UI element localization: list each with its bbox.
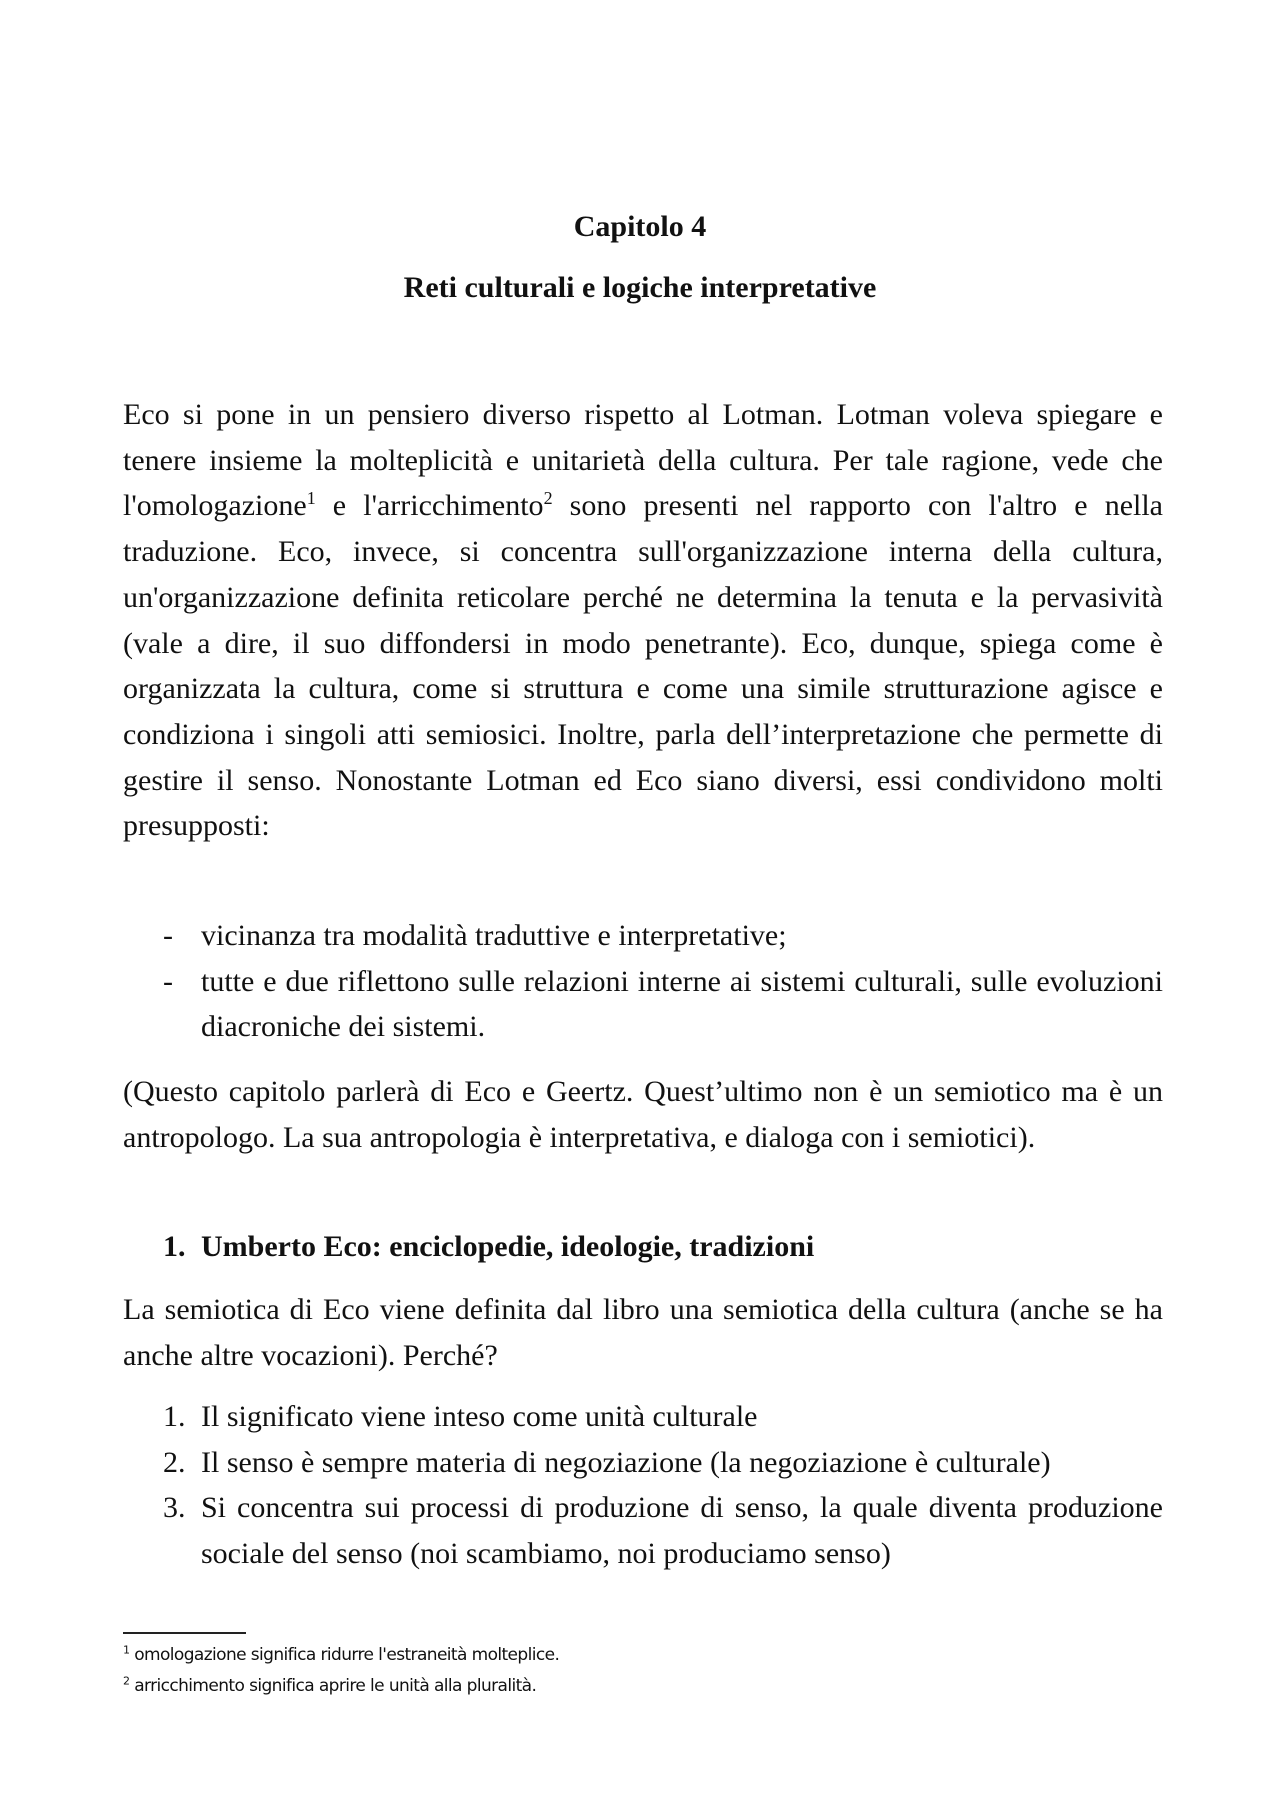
- numbered-list: [123, 1394, 1163, 1577]
- footnote-text: arricchimento significa aprire le unità alla pluralità.: [129, 1676, 537, 1696]
- list-item-text: Il senso è sempre materia di negoziazione (la negoziazione è culturale): [201, 1445, 1051, 1479]
- footnote-number: 1: [123, 1643, 130, 1657]
- footnote-ref-1[interactable]: 1: [306, 488, 316, 509]
- item-number: 2.: [163, 1445, 186, 1479]
- dash-bullet: -: [163, 919, 173, 952]
- list-item-text: vicinanza tra modalità traduttive e interpretative;: [201, 919, 787, 952]
- list-item: [123, 959, 1163, 1050]
- item-number: 1.: [163, 1400, 186, 1433]
- chapter-label: Capitolo 4: [573, 210, 707, 243]
- section-paragraph: La semiotica di Eco viene definita dal libro una semiotica della cultura (anche se ha anche altre vocazioni). Perché?: [123, 1293, 1163, 1372]
- list-item: [123, 1440, 1163, 1486]
- section-heading: [123, 1224, 1163, 1270]
- section-title: Umberto Eco: enciclopedie, ideologie, tradizioni: [201, 1230, 815, 1263]
- intro-text-3: sono presenti nel rapporto con l'altro e nella traduzione. Eco, invece, si concentra sull'organizzazione interna della cultura, un'organizzazione definita reticolare perché ne determina la tenuta e la pervasività (vale a dire, il suo diffondersi in modo penetrante). Eco, dunque, spiega come è organizzata la cultura, come si struttura e come una simile strutturazione agisce e condiziona i singoli atti semiosici. Inoltre, parla dell’interpretazione che permette di gestire il senso. Nonostante Lotman ed Eco siano diversi, essi condividono molti presupposti:: [123, 489, 1163, 843]
- list-item-text: Il significato viene inteso come unità culturale: [201, 1400, 758, 1433]
- list-item-text: tutte e due riflettono sulle relazioni interne ai sistemi culturali, sulle evoluzioni diacroniche dei sistemi.: [201, 964, 1163, 1044]
- footnote-number: 2: [123, 1674, 130, 1688]
- list-item: [123, 913, 1163, 959]
- footnote-1: [123, 1643, 559, 1667]
- footnote-2: [123, 1674, 536, 1698]
- intro-text-1: Eco si pone in un pensiero diverso rispetto al Lotman. Lotman voleva spiegare e tenere insieme la molteplicità e unitarietà della cultura. Per tale ragione, vede che l'omologazione: [123, 398, 1163, 523]
- intro-text-2: e l'arricchimento: [315, 489, 544, 523]
- footnote-ref-2[interactable]: 2: [543, 488, 553, 509]
- note-paragraph: (Questo capitolo parlerà di Eco e Geertz. Quest’ultimo non è un semiotico ma è un antropologo. La sua antropologia è interpretativa, e dialoga con i semiotici).: [123, 1075, 1163, 1154]
- list-item: [123, 1394, 1163, 1440]
- section-number: 1.: [163, 1230, 186, 1263]
- footnote-text: omologazione significa ridurre l'estraneità molteplice.: [129, 1645, 560, 1665]
- intro-paragraph: [123, 392, 1163, 849]
- dash-bullet: -: [163, 964, 173, 998]
- footnote-separator: [123, 1632, 246, 1634]
- bullet-list: [123, 913, 1163, 1050]
- list-item-text: Si concentra sui processi di produzione di senso, la quale diventa produzione sociale del senso (noi scambiamo, noi produciamo senso): [201, 1491, 1163, 1571]
- chapter-title: Reti culturali e logiche interpretative: [403, 271, 877, 304]
- item-number: 3.: [163, 1491, 186, 1525]
- list-item: [123, 1485, 1163, 1576]
